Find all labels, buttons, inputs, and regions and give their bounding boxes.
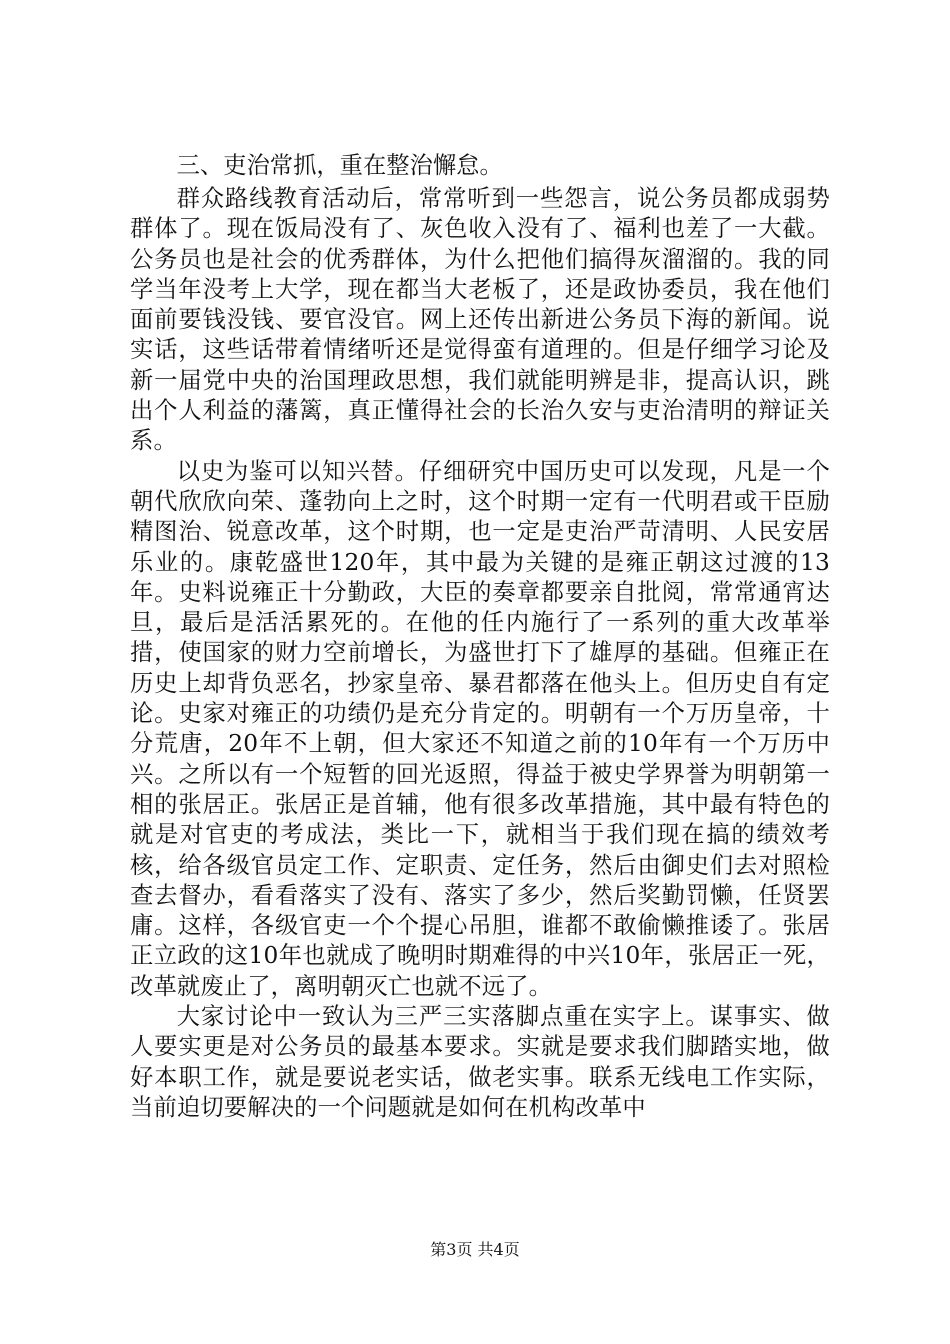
- paragraph-2: 以史为鉴可以知兴替。仔细研究中国历史可以发现，凡是一个朝代欣欣向荣、蓬勃向上之时，这个时期一定有一代明君或干臣励精图治、锐意改革，这个时期，也一定是吏治严苛清明、人民安居乐业的。康乾盛世120年，其中最为关键的是雍正朝这过渡的13年。史料说雍正十分勤政，大臣的奏章都要亲自批阅，常常通宵达旦，最后是活活累死的。在他的任内施行了一系列的重大改革举措，使国家的财力空前增长，为盛世打下了雄厚的基础。但雍正在历史上却背负恶名，抄家皇帝、暴君都落在他头上。但历史自有定论。史家对雍正的功绩仍是充分肯定的。明朝有一个万历皇帝，十分荒唐，20年不上朝，但大家还不知道之前的10年有一个万历中兴。之所以有一个短暂的回光返照，得益于被史学界誉为明朝第一相的张居正。张居正是首辅，他有很多改革措施，其中最有特色的就是对官吏的考成法，类比一下，就相当于我们现在搞的绩效考核，给各级官员定工作、定职责、定任务，然后由御史们去对照检查去督办，看看落实了没有、落实了多少，然后奖勤罚懒，任贤罢庸。这样，各级官吏一个个提心吊胆，谁都不敢偷懒推诿了。张居正立政的这10年也就成了晚明时期难得的中兴10年，张居正一死，改革就废止了，离明朝灭亡也就不远了。: [130, 457, 830, 1000]
- page-number-footer: 第3页 共4页: [430, 1240, 520, 1259]
- section-heading: 三、吏治常抓，重在整治懈怠。: [176, 152, 503, 179]
- paragraph-3: 大家讨论中一致认为三严三实落脚点重在实字上。谋事实、做人要实更是对公务员的最基本要求。实就是要求我们脚踏实地，做好本职工作，就是要说老实话，做老实事。联系无线电工作实际，当前迫切要解决的一个问题就是如何在机构改革中: [130, 1003, 830, 1121]
- document-body: [130, 150, 830, 1123]
- paragraph-1: 群众路线教育活动后，常常听到一些怨言，说公务员都成弱势群体了。现在饭局没有了、灰色收入没有了、福利也差了一大截。公务员也是社会的优秀群体，为什么把他们搞得灰溜溜的。我的同学当年没考上大学，现在都当大老板了，还是政协委员，我在他们面前要钱没钱、要官没官。网上还传出新进公务员下海的新闻。说实话，这些话带着情绪听还是觉得蛮有道理的。但是仔细学习论及新一届党中央的治国理政思想，我们就能明辨是非，提高认识，跳出个人利益的藩篱，真正懂得社会的长治久安与吏治清明的辩证关系。: [130, 185, 830, 455]
